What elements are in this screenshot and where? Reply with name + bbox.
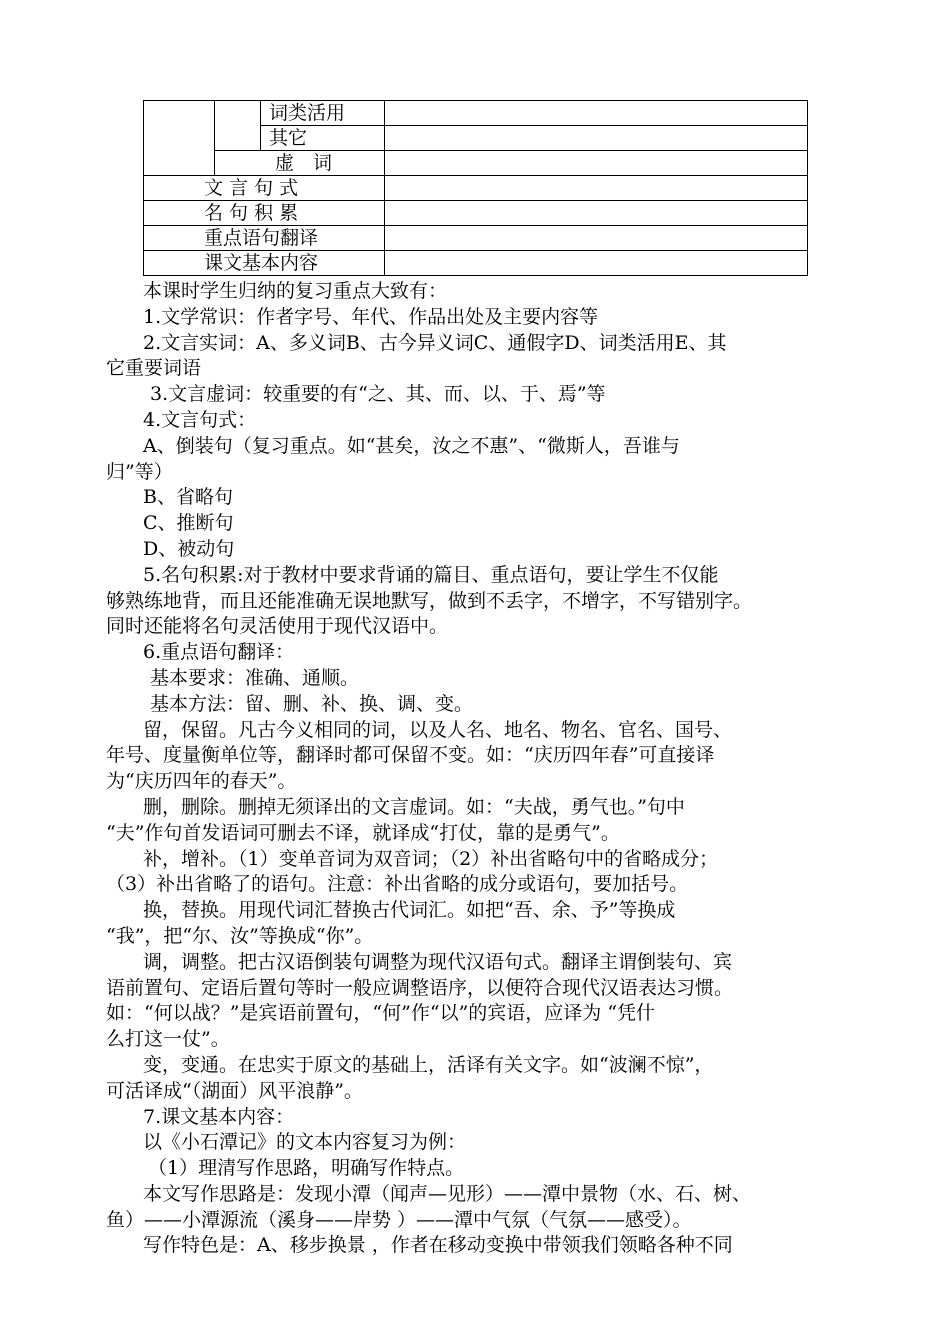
text-line: 可活译成“（湖面）风平浪静”。: [106, 1079, 363, 1102]
text-line: 3.文言虚词：较重要的有“之、其、而、以、于、焉”等: [150, 383, 606, 406]
table-row-label: 名 句 积 累: [144, 201, 385, 226]
text-line: D、被动句: [143, 537, 235, 560]
text-line: 它重要词语: [106, 357, 202, 380]
text-line: 1.文学常识：作者字号、年代、作品出处及主要内容等: [143, 305, 599, 328]
table-row-label: 重点语句翻译: [144, 226, 385, 251]
text-line: 鱼）——小潭源流（溪身——岸势 ）——潭中气氛（气氛——感受）。: [106, 1208, 692, 1231]
text-line: 写作特色是：A、移步换景 ，作者在移动变换中带领我们领略各种不同: [143, 1234, 733, 1257]
text-line: 够熟练地背，而且还能准确无误地默写，做到不丢字，不增字，不写错别字。: [106, 589, 753, 612]
review-table: [143, 100, 808, 276]
text-line: 基本方法：留、删、补、换、调、变。: [150, 692, 474, 715]
text-line: 如：“何以战？”是宾语前置句，“何”作“以”的宾语，应译为 “凭什: [106, 1002, 656, 1025]
table-cell-blank: [215, 101, 261, 151]
table-cell-content: [385, 101, 808, 126]
table-row-label: 其它: [261, 126, 385, 151]
text-line: 调，调整。把古汉语倒装句调整为现代汉语句式。翻译主谓倒装句、宾: [143, 950, 733, 973]
table-cell-content: [385, 251, 808, 276]
text-line: 本文写作思路是：发现小潭（闻声—见形）——潭中景物（水、石、树、: [143, 1182, 752, 1205]
text-line: A、倒装句（复习重点。如“甚矣，汝之不惠”、“微斯人，吾谁与: [143, 434, 680, 457]
text-line: 语前置句、定语后置句等时一般应调整语序，以便符合现代汉语表达习惯。: [106, 976, 734, 999]
text-line: 以《小石潭记》的文本内容复习为例：: [143, 1131, 467, 1154]
table-cell-content: [385, 151, 808, 176]
table-row: [144, 201, 808, 226]
table-row: [144, 151, 808, 176]
text-line: 4.文言句式：: [143, 408, 257, 431]
text-line: （1）理清写作思路，明确写作特点。: [148, 1157, 465, 1180]
table-row: [144, 176, 808, 201]
text-line: 同时还能将名句灵活使用于现代汉语中。: [106, 615, 449, 638]
text-line: “夫”作句首发语词可删去不译，就译成“打仗，靠的是勇气”。: [106, 821, 620, 844]
text-line: 基本要求：准确、通顺。: [150, 666, 360, 689]
text-line: 补，增补。（1）变单音词为双音词；（2）补出省略句中的省略成分；: [143, 847, 719, 870]
text-line: 换，替换。用现代词汇替换古代词汇。如把“吾、余、予”等换成: [143, 899, 676, 922]
text-line: 5.名句积累:对于教材中要求背诵的篇目、重点语句，要让学生不仅能: [143, 563, 719, 586]
body-text: [106, 279, 846, 1259]
text-line: （3）补出省略了的语句。注意：补出省略的成分或语句，要加括号。: [106, 873, 689, 896]
text-line: 删，删除。删掉无须译出的文言虚词。如：“夫战，勇气也。”句中: [143, 795, 685, 818]
table-row-label: 课文基本内容: [144, 251, 385, 276]
text-line: 2.文言实词：A、多义词B、古今异义词C、通假字D、词类活用E、其: [143, 331, 727, 354]
text-line: B、省略句: [143, 486, 233, 509]
text-line: 年号、度量衡单位等，翻译时都可保留不变。如：“庆历四年春”可直接译: [106, 744, 715, 767]
text-line: 么打这一仗”。: [106, 1028, 230, 1051]
table-cell-blank: [144, 101, 215, 176]
text-line: 本课时学生归纳的复习重点大致有：: [143, 280, 448, 302]
text-line: C、推断句: [143, 512, 234, 535]
table-cell-content: [385, 126, 808, 151]
text-line: 6.重点语句翻译：: [143, 641, 295, 664]
text-line: 变，变通。在忠实于原文的基础上，活译有关文字。如“波澜不惊”，: [143, 1053, 714, 1076]
table-row-label: 虚 词: [215, 151, 385, 176]
table-row: [144, 101, 808, 126]
table-cell-content: [385, 176, 808, 201]
table-row-label: 文 言 句 式: [144, 176, 385, 201]
text-line: 留，保留。凡古今义相同的词，以及人名、地名、物名、官名、国号、: [143, 718, 733, 741]
table-row-label: 词类活用: [261, 101, 385, 126]
table-cell-content: [385, 201, 808, 226]
table-row: [144, 251, 808, 276]
text-line: 为“庆历四年的春天”。: [106, 770, 297, 793]
text-line: 归”等）: [106, 460, 173, 483]
table-row: [144, 226, 808, 251]
text-line: “我”，把“尔、汝”等换成“你”。: [106, 924, 374, 947]
text-line: 7.课文基本内容：: [143, 1105, 295, 1128]
table-cell-content: [385, 226, 808, 251]
